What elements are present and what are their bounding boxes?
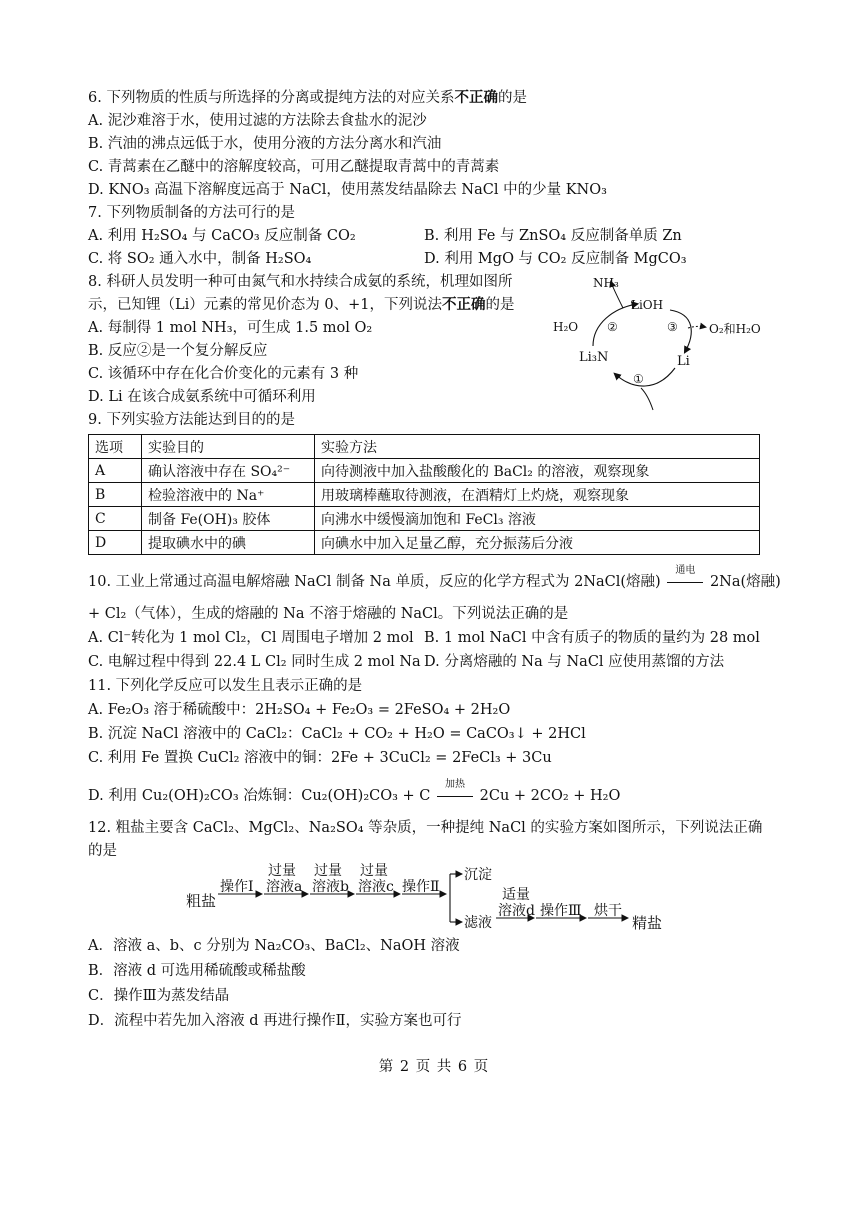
q7-option-d: D. 利用 MgO 与 CO₂ 反应制备 MgCO₃ (424, 251, 687, 267)
q7-option-c: C. 将 SO₂ 通入水中，制备 H₂SO₄ (88, 251, 312, 267)
row-method: 用玻璃棒蘸取待测液，在酒精灯上灼烧，观察现象 (315, 483, 760, 507)
q11-d-product: 2Cu + 2CO₂ + H₂O (479, 788, 621, 804)
q6-option-a: A. 泥沙难溶于水，使用过滤的方法除去食盐水的泥沙 (88, 113, 427, 129)
label-o2-h2o: O₂和H₂O (709, 322, 761, 336)
q12-option-c: C．操作Ⅲ为蒸发结晶 (88, 988, 230, 1004)
q6-option-c: C. 青蒿素在乙醚中的溶解度较高，可用乙醚提取青蒿中的青蒿素 (88, 159, 500, 175)
label-proper: 适量 (502, 887, 530, 903)
row-purpose: 检验溶液中的 Na⁺ (142, 483, 315, 507)
label-op2: 操作Ⅱ (402, 879, 440, 895)
row-purpose: 提取碘水中的碘 (142, 531, 315, 555)
flow-arrows (180, 858, 680, 938)
q10-stem-line2: + Cl₂（气体），生成的熔融的 Na 不溶于熔融的 NaCl。下列说法正确的是 (88, 606, 569, 622)
row-option: A (89, 459, 142, 483)
purification-flowchart (180, 858, 680, 938)
q6-stem-text: 6. 下列物质的性质与所选择的分离或提纯方法的对应关系 (88, 90, 455, 106)
label-step2: ② (607, 320, 618, 334)
label-dry: 烘干 (594, 903, 622, 919)
q11-option-c: C. 利用 Fe 置换 CuCl₂ 溶液中的铜：2Fe + 3CuCl₂ = 2FeCl₃ + 3Cu (88, 750, 552, 766)
label-crude-salt: 粗盐 (186, 892, 217, 910)
page-footer: 第 2 页 共 6 页 (378, 1059, 490, 1075)
row-option: C (89, 507, 142, 531)
q8-option-a: A. 每制得 1 mol NH₃，可生成 1.5 mol O₂ (88, 320, 373, 336)
q8-option-c: C. 该循环中存在化合价变化的元素有 3 种 (88, 366, 359, 382)
q12-option-a: A．溶液 a、b、c 分别为 Na₂CO₃、BaCl₂、NaOH 溶液 (88, 938, 460, 954)
table-row (89, 459, 760, 483)
q10-stem-product: 2Na(熔融) (709, 574, 781, 590)
q10-condition: 通电 (675, 565, 696, 576)
label-li3n: Li₃N (579, 350, 609, 365)
label-excess-a: 过量 (268, 863, 296, 879)
q11-equals-line (437, 796, 473, 797)
q6-stem-emphasis: 不正确 (454, 89, 498, 106)
arrow-n2-in (641, 388, 653, 410)
label-lioh: LiOH (631, 298, 664, 312)
label-li: Li (677, 354, 690, 369)
q7-option-b: B. 利用 Fe 与 ZnSO₄ 反应制备单质 Zn (424, 228, 682, 244)
q10-option-d: D. 分离熔融的 Na 与 NaCl 应使用蒸馏的方法 (424, 654, 725, 670)
q9-stem: 9. 下列实验方法能达到目的的是 (88, 412, 295, 428)
row-option: D (89, 531, 142, 555)
q10-option-b: B. 1 mol NaCl 中含有质子的物质的量约为 28 mol (424, 630, 760, 646)
header-option: 选项 (89, 435, 142, 459)
label-step1: ① (633, 372, 644, 386)
label-fine-salt: 精盐 (632, 914, 663, 932)
q6-option-d: D. KNO₃ 高温下溶解度远高于 NaCl，使用蒸发结晶除去 NaCl 中的少量 KNO₃ (88, 182, 607, 198)
q10-stem-text: 10. 工业上常通过高温电解熔融 NaCl 制备 Na 单质，反应的化学方程式为 2NaCl(熔融) (88, 574, 661, 590)
q6-option-b: B. 汽油的沸点远低于水，使用分液的方法分离水和汽油 (88, 136, 442, 152)
q8-option-b: B. 反应②是一个复分解反应 (88, 343, 268, 359)
label-precipitate: 沉淀 (464, 867, 492, 883)
q12-stem-line2: 的是 (88, 843, 117, 859)
row-method: 向沸水中缓慢滴加饱和 FeCl₃ 溶液 (315, 507, 760, 531)
label-op3: 操作Ⅲ (540, 903, 582, 919)
q12-stem-line1: 12. 粗盐主要含 CaCl₂、MgCl₂、Na₂SO₄ 等杂质，一种提纯 NaCl 的实验方案如图所示，下列说法正确 (88, 820, 763, 836)
label-sol-d: 溶液d (498, 903, 535, 919)
q10-option-c: C. 电解过程中得到 22.4 L Cl₂ 同时生成 2 mol Na (88, 654, 421, 670)
label-filtrate: 滤液 (464, 915, 492, 931)
q11-condition: 加热 (445, 779, 466, 790)
q8-stem-line1: 8. 科研人员发明一种可由氮气和水持续合成氨的系统，机理如图所 (88, 274, 513, 290)
q12-option-d: D．流程中若先加入溶液 d 再进行操作Ⅱ，实验方案也可行 (88, 1013, 462, 1029)
q10-equals-line (667, 582, 703, 583)
cycle-arrows (545, 272, 775, 412)
q9-experiment-table (88, 434, 760, 555)
row-purpose: 确认溶液中存在 SO₄²⁻ (142, 459, 315, 483)
q7-stem: 7. 下列物质制备的方法可行的是 (88, 205, 295, 221)
row-method: 向待测液中加入盐酸酸化的 BaCl₂ 的溶液，观察现象 (315, 459, 760, 483)
arrow-step1 (615, 368, 675, 386)
label-nh3: NH₃ (593, 276, 619, 290)
label-sol-b: 溶液b (312, 879, 349, 895)
q11-option-d (88, 779, 621, 806)
table-row (89, 483, 760, 507)
q7-option-a: A. 利用 H₂SO₄ 与 CaCO₃ 反应制备 CO₂ (88, 228, 356, 244)
label-op1: 操作Ⅰ (220, 879, 254, 895)
header-purpose: 实验目的 (142, 435, 315, 459)
q10-option-a: A. Cl⁻转化为 1 mol Cl₂，Cl 周围电子增加 2 mol (88, 630, 414, 646)
q8-stem-line2 (88, 295, 514, 315)
label-excess-c: 过量 (360, 863, 388, 879)
label-h2o: H₂O (553, 320, 579, 334)
row-purpose: 制备 Fe(OH)₃ 胶体 (142, 507, 315, 531)
row-method: 向碘水中加入足量乙醇，充分振荡后分液 (315, 531, 760, 555)
q6-stem (88, 88, 527, 108)
label-step3: ③ (667, 320, 678, 334)
q8-option-d: D. Li 在该合成氨系统中可循环利用 (88, 389, 316, 405)
q11-option-a: A. Fe₂O₃ 溶于稀硫酸中：2H₂SO₄ + Fe₂O₃ = 2FeSO₄ + 2H₂O (88, 702, 511, 718)
header-method: 实验方法 (315, 435, 760, 459)
table-header-row (89, 435, 760, 459)
row-option: B (89, 483, 142, 507)
ammonia-cycle-diagram (545, 272, 775, 412)
q8-stem-end: 的是 (485, 297, 515, 313)
q8-stem-emphasis: 不正确 (441, 296, 486, 313)
q11-d-text: D. 利用 Cu₂(OH)₂CO₃ 冶炼铜：Cu₂(OH)₂CO₃ + C (88, 788, 431, 804)
table-row (89, 531, 760, 555)
label-sol-c: 溶液c (358, 879, 394, 895)
q10-stem-line1 (88, 565, 781, 592)
q6-stem-end: 的是 (497, 90, 527, 106)
label-excess-b: 过量 (314, 863, 342, 879)
q12-option-b: B．溶液 d 可选用稀硫酸或稀盐酸 (88, 963, 306, 979)
q11-stem: 11. 下列化学反应可以发生且表示正确的是 (88, 678, 363, 694)
label-sol-a: 溶液a (266, 879, 303, 895)
q11-option-b: B. 沉淀 NaCl 溶液中的 CaCl₂：CaCl₂ + CO₂ + H₂O = CaCO₃↓ + 2HCl (88, 726, 586, 742)
table-row (89, 507, 760, 531)
q8-stem-text: 示，已知锂（Li）元素的常见价态为 0、+1，下列说法 (88, 297, 442, 313)
